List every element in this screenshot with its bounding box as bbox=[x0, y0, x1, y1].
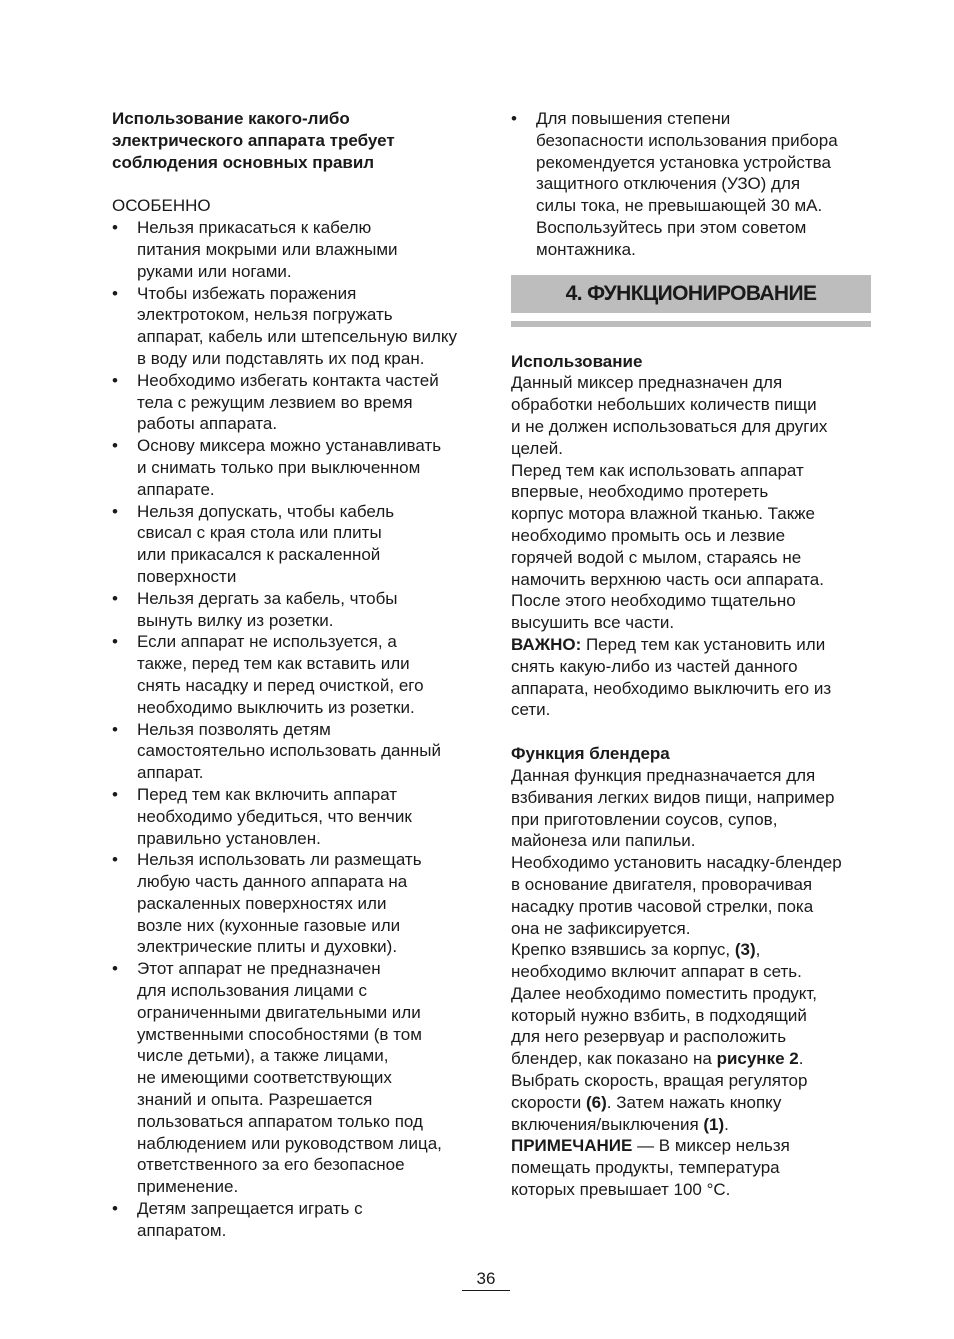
usage-heading: Использование bbox=[511, 351, 643, 371]
list-item: • Нельзя использовать ли размещать любую часть данного аппарата на раскаленных поверхностях или возле них (кухонные газовые или электрические плиты и духовки). bbox=[112, 849, 472, 958]
blender-heading: Функция блендера bbox=[511, 744, 670, 764]
list-item: • Нельзя прикасаться к кабелю питания мокрыми или влажными руками или ногами. bbox=[112, 217, 472, 282]
note: ПРИМЕЧАНИЕ — В миксер нельзя bbox=[511, 1136, 790, 1156]
list-item: • Необходимо избегать контакта частей тела с режущим лезвием во время работы аппарата. bbox=[112, 370, 472, 435]
important-note: ВАЖНО: Перед тем как установить или снять какую-либо из частей данного аппарата, необходимо выключить его из сети. bbox=[511, 634, 832, 720]
list-item: • Нельзя позволять детям самостоятельно использовать данный аппарат. bbox=[112, 719, 472, 784]
list-item: • Основу миксера можно устанавливать и снимать только при выключенном аппарате. bbox=[112, 435, 472, 500]
list-item: • Нельзя допускать, чтобы кабель свисал с края стола или плиты или прикасался к раскаленной поверхности bbox=[112, 501, 472, 588]
rcd-bullet-list bbox=[511, 108, 871, 261]
safety-bullet-list bbox=[112, 217, 472, 1241]
list-item: • Нельзя дергать за кабель, чтобы вынуть вилку из розетки. bbox=[112, 588, 472, 632]
list-item: • Чтобы избежать поражения электротоком, нельзя погружать аппарат, кабель или штепсельную вилку в воду или подставлять их под кран. bbox=[112, 283, 472, 370]
right-column bbox=[511, 108, 871, 1201]
list-item: • Для повышения степени безопасности использования прибора рекомендуется установка устройства защитного отключения (УЗО) для силы тока, не превышающей 30 мА. Воспользуйтесь при этом советом монтажника. bbox=[511, 108, 871, 261]
section-title: 4. ФУНКЦИОНИРОВАНИЕ bbox=[565, 281, 817, 305]
safety-heading: Использование какого-либо электрического аппарата требует соблюдения основных правил bbox=[112, 109, 395, 172]
list-item: • Этот аппарат не предназначен для использования лицами с ограниченными двигательными или умственными способностями (в том числе детьми), а также лицами, не имеющими соответствующих знаний и опыта. Разрешается пользоваться аппаратом только под наблюдением или руководством лица, ответственного за его безопасное применение. bbox=[112, 958, 472, 1198]
list-item: • Перед тем как включить аппарат необходимо убедиться, что венчик правильно установлен. bbox=[112, 784, 472, 849]
left-column bbox=[112, 108, 472, 1242]
page-number: 36 bbox=[462, 1269, 510, 1291]
list-item: • Детям запрещается играть с аппаратом. bbox=[112, 1198, 472, 1242]
list-item: • Если аппарат не используется, а также, перед тем как вставить или снять насадку и перед очисткой, его необходимо выключить из розетки. bbox=[112, 631, 472, 718]
intro-label: ОСОБЕННО bbox=[112, 196, 211, 216]
section-title-bar bbox=[511, 275, 871, 313]
usage-paragraph: Данный миксер предназначен для обработки небольших количеств пищи и не должен использоваться для других целей. Перед тем как использовать аппарат впервые, необходимо протереть корпус мотора влажной тканью. Также необходимо промыть ось и лезвие горячей водой с мылом, стараясь не намочить верхнюю часть оси аппарата. После этого необходимо тщательно высушить все части. bbox=[511, 373, 828, 633]
blender-paragraph: Данная функция предназначается для взбивания легких видов пищи, например при приготовлении соусов, супов, майонеза или папильи. Необходимо установить насадку-блендер в основание двигателя, проворачивая насадку против часовой стрелки, пока она не зафиксируется. Крепко взявшись за корпус, (3), необходимо включит аппарат в сеть. Далее необходимо поместить продукт, который нужно взбить, в подходящий для него резервуар и расположить блендер, как показано на рисунке 2. Выбрать скорость, вращая регулятор скорости (6). Затем нажать кнопку включения/выключения (1). ПРИМЕЧАНИЕ — В миксер нельзя помещать продукты, температура которых превышает 100 °C. bbox=[511, 765, 871, 1201]
